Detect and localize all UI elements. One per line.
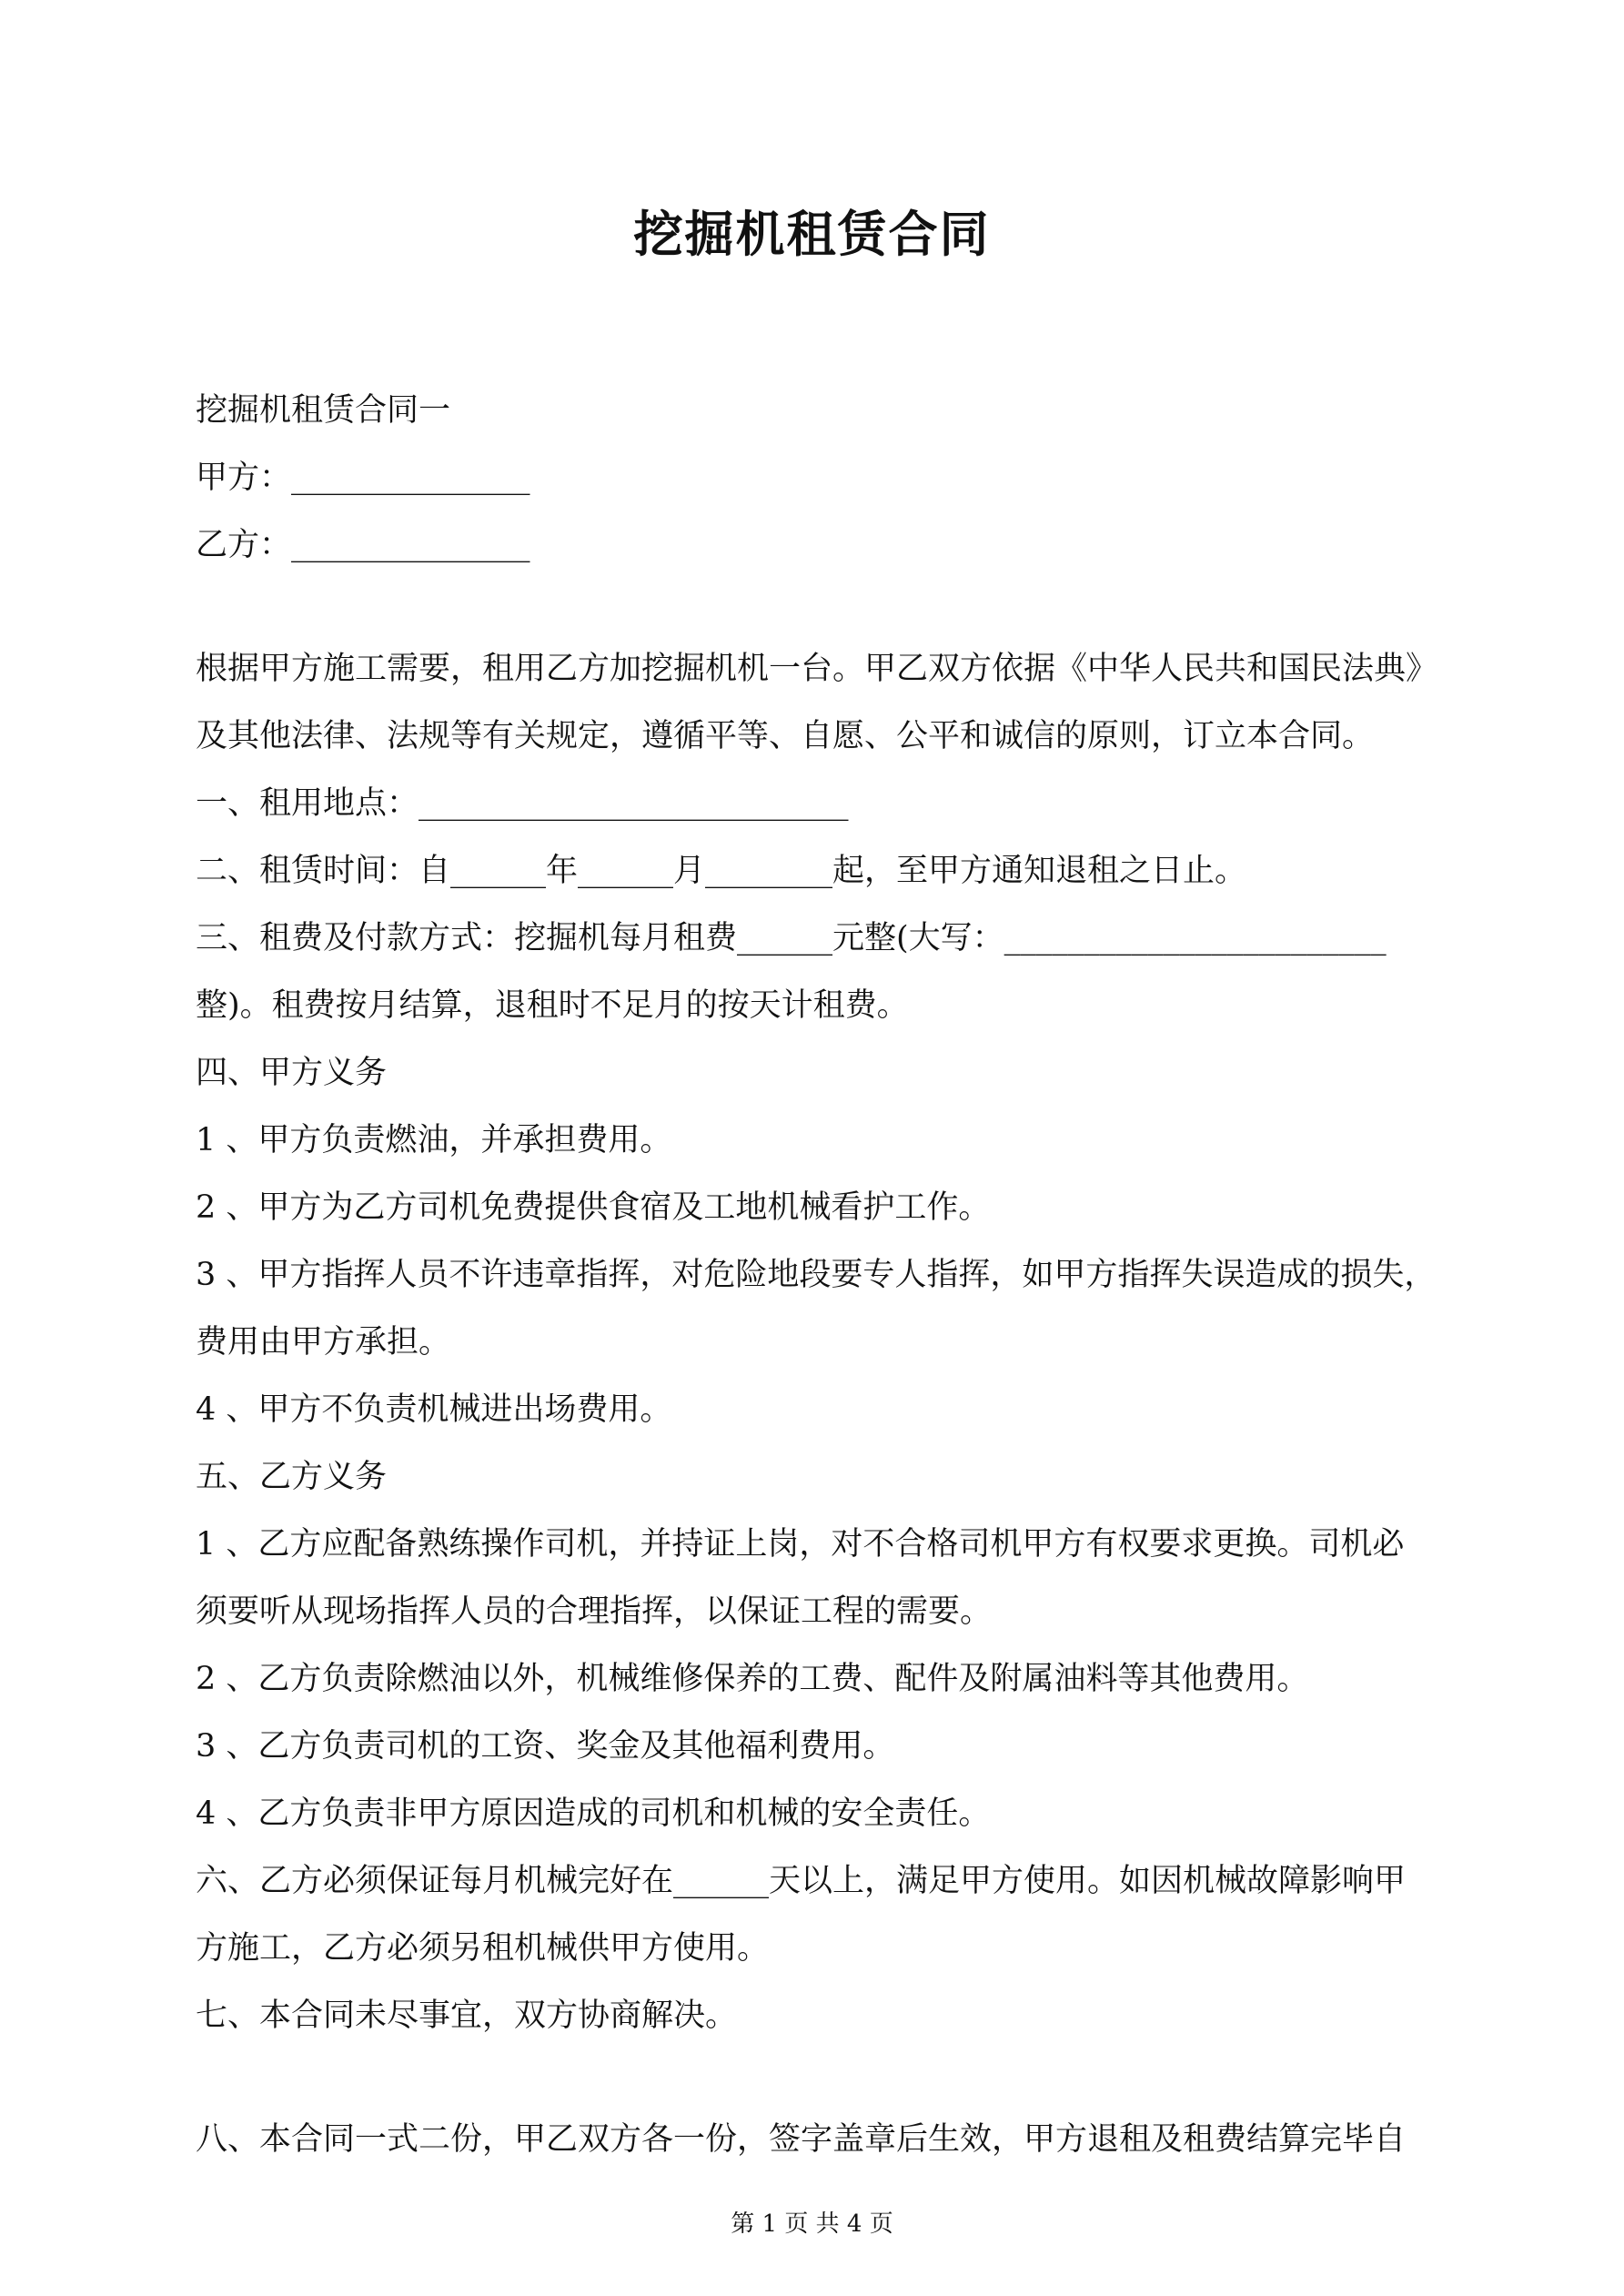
party-a-line: 甲方：_______________ [196,460,530,496]
clause-4-item-2: 2 、甲方为乙方司机免费提供食宿及工地机械看护工作。 [196,1189,991,1226]
clause-5-item-2: 2 、乙方负责除燃油以外，机械维修保养的工费、配件及附属油料等其他费用。 [196,1661,1309,1697]
preamble-line-1: 根据甲方施工需要，租用乙方加挖掘机机一台。甲乙双方依据《中华人民共和国民法典》 [196,651,1438,687]
clause-6-line-2: 方施工，乙方必须另租机械供甲方使用。 [196,1930,770,1967]
clause-6-line-1: 六、乙方必须保证每月机械完好在______天以上，满足甲方使用。如因机械故障影响甲 [196,1863,1407,1899]
clause-7: 七、本合同未尽事宜，双方协商解决。 [196,1998,738,2034]
document-title: 挖掘机租赁合同 [633,205,991,263]
clause-4-item-1: 1 、甲方负责燃油，并承担费用。 [196,1122,672,1158]
clause-4-heading: 四、甲方义务 [196,1055,388,1091]
clause-2-lease-time: 二、租赁时间：自______年______月________起，至甲方通知退租之日止。 [196,853,1247,889]
party-b-line: 乙方：_______________ [196,527,530,563]
clause-3-fee-line-1: 三、租费及付款方式：挖掘机每月租费______元整(大写：________________________ [196,920,1387,956]
clause-3-fee-line-2: 整)。租费按月结算，退租时不足月的按天计租费。 [196,987,909,1024]
clause-5-item-3: 3 、乙方负责司机的工资、奖金及其他福利费用。 [196,1728,895,1765]
contract-subtitle: 挖掘机租赁合同一 [196,392,451,429]
clause-5-item-1-line-2: 须要听从现场指挥人员的合理指挥，以保证工程的需要。 [196,1593,993,1630]
clause-5-heading: 五、乙方义务 [196,1459,388,1495]
clause-8-line-1: 八、本合同一式二份，甲乙双方各一份，签字盖章后生效，甲方退租及租费结算完毕自 [196,2121,1407,2158]
preamble-line-2: 及其他法律、法规等有关规定，遵循平等、自愿、公平和诚信的原则，订立本合同。 [196,718,1375,754]
clause-1-location: 一、租用地点：___________________________ [196,785,849,822]
page-indicator: 第 1 页 共 4 页 [731,2210,893,2238]
clause-5-item-4: 4 、乙方负责非甲方原因造成的司机和机械的安全责任。 [196,1795,991,1832]
clause-4-item-3-line-1: 3 、甲方指挥人员不许违章指挥，对危险地段要专人指挥，如甲方指挥失误造成的损失， [196,1257,1437,1293]
clause-4-item-4: 4 、甲方不负责机械进出场费用。 [196,1391,672,1428]
clause-4-item-3-line-2: 费用由甲方承担。 [196,1324,451,1360]
clause-5-item-1-line-1: 1 、乙方应配备熟练操作司机，并持证上岗，对不合格司机甲方有权要求更换。司机必 [196,1526,1405,1563]
